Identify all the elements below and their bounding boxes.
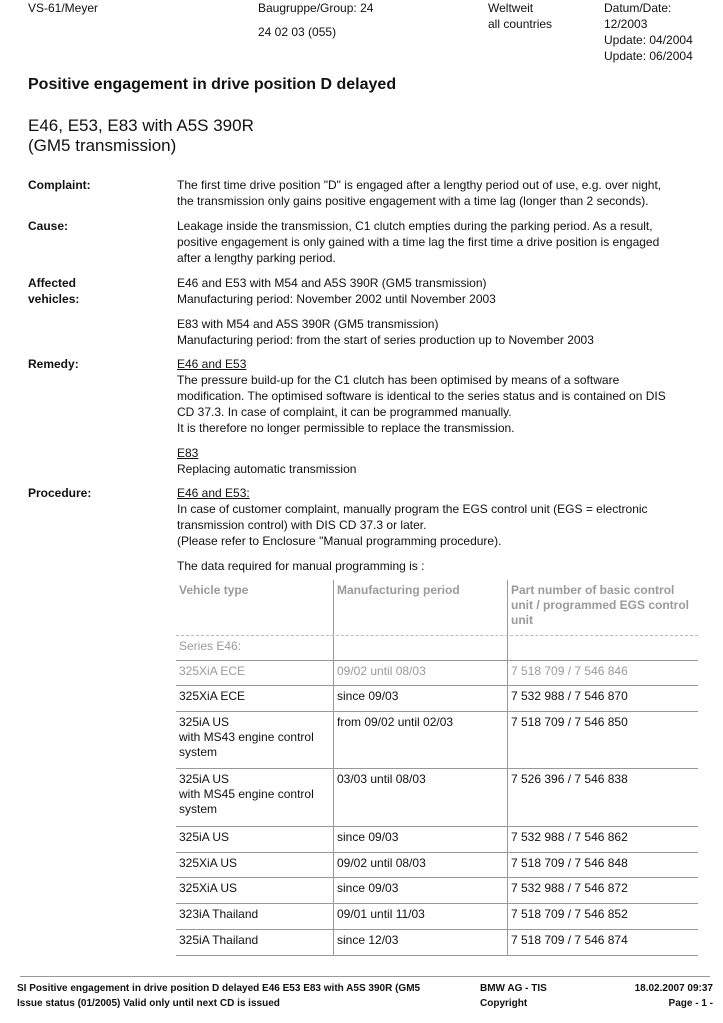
date-label: Datum/Date: [604, 1, 672, 15]
part-number-cell: 7 518 709 / 7 546 848 [511, 856, 628, 870]
remedy-line: Replacing automatic transmission [177, 462, 357, 476]
part-number-cell: 7 518 709 / 7 546 852 [511, 907, 628, 921]
remedy-line: CD 37.3. In case of complaint, it can be programmed manually. [177, 405, 512, 419]
procedure-heading: E46 and E53: [177, 486, 250, 500]
date-block [604, 0, 693, 64]
vehicle-type-cell: 325iA US with MS43 engine control system [176, 712, 334, 768]
remedy-heading-e46-e53: E46 and E53 [177, 357, 247, 371]
complaint-line: the transmission only gains positive engagement with a time lag (longer than 2 seconds). [177, 194, 649, 208]
table-row [176, 930, 698, 956]
part-number-cell: 7 526 396 / 7 546 838 [511, 772, 628, 786]
remedy-label: Remedy: [28, 357, 79, 371]
footer-left [17, 981, 467, 1011]
affected-label-line1: Affected [28, 276, 77, 290]
vehicle-type-cell: 325XiA ECE [176, 661, 334, 685]
manufacturing-period-cell: 09/01 until 11/03 [334, 904, 508, 929]
table-cell-empty [334, 636, 508, 660]
manufacturing-period-cell: from 09/02 until 02/03 [334, 712, 508, 768]
footer-left-line2: Issue status (01/2005) Valid only until next CD is issued [17, 998, 280, 1009]
table-header-row [176, 580, 698, 636]
vehicle-type-cell: 325XiA US [176, 853, 334, 877]
date-value: 12/2003 [604, 17, 648, 31]
part-number-cell: 7 518 709 / 7 546 850 [511, 715, 628, 729]
complaint-label: Complaint: [28, 178, 91, 192]
region-line2: all countries [488, 17, 553, 31]
cause-line: Leakage inside the transmission, C1 clutch empties during the parking period. As a result, [177, 219, 653, 233]
update-1: Update: 04/2004 [604, 33, 693, 47]
part-number-cell: 7 518 709 / 7 546 846 [511, 664, 628, 678]
series-row [176, 636, 698, 661]
part-number-cell: 7 532 988 / 7 546 872 [511, 881, 628, 895]
subtitle-line2: (GM5 transmission) [28, 136, 177, 155]
series-label: Series E46: [176, 636, 334, 660]
subtitle [28, 116, 254, 156]
header-vehicle-type: Vehicle type [176, 580, 334, 635]
footer-right-line2: Page - 1 - [668, 998, 713, 1009]
table-cell-empty [508, 636, 698, 660]
footer-right-line1: 18.02.2007 09:37 [634, 983, 713, 994]
procedure-line: In case of customer complaint, manually program the EGS control unit (EGS = electronic [177, 502, 648, 516]
part-number-cell: 7 518 709 / 7 546 874 [511, 933, 628, 947]
vehicle-type-cell: 325iA Thailand [176, 930, 334, 955]
page-title: Positive engagement in drive position D delayed [28, 76, 397, 93]
affected-line: Manufacturing period: from the start of series production up to November 2003 [177, 333, 594, 347]
complaint-text [177, 177, 661, 209]
procedure-line: (Please refer to Enclosure "Manual programming procedure). [177, 534, 502, 548]
affected-line: E83 with M54 and A5S 390R (GM5 transmission) [177, 317, 439, 331]
header-manufacturing-period: Manufacturing period [334, 580, 508, 635]
procedure-line: transmission control) with DIS CD 37.3 or later. [177, 518, 427, 532]
table-row [176, 904, 698, 930]
procedure-data-intro: The data required for manual programming is : [177, 559, 425, 573]
footer-right [635, 981, 713, 1011]
cause-line: positive engagement is only gained with a time lag the first time a drive position is engaged [177, 235, 660, 249]
doc-number: 24 02 03 (055) [258, 25, 337, 39]
manufacturing-period-cell: since 12/03 [334, 930, 508, 955]
manufacturing-period-cell: 03/03 until 08/03 [334, 769, 508, 826]
procedure-text [177, 485, 648, 574]
table-row [176, 827, 698, 853]
remedy-heading-e83: E83 [177, 446, 199, 460]
table-row [176, 712, 698, 769]
author: VS-61/Meyer [28, 1, 99, 15]
part-number-cell: 7 532 988 / 7 546 870 [511, 689, 628, 703]
procedure-label: Procedure: [28, 486, 92, 500]
footer-mid-line2: Copyright [480, 998, 528, 1009]
remedy-text [177, 356, 666, 477]
manufacturing-period-cell: since 09/03 [334, 686, 508, 711]
region-line1: Weltweit [488, 1, 534, 15]
table-row [176, 769, 698, 827]
subtitle-line1: E46, E53, E83 with A5S 390R [28, 116, 254, 135]
affected-label [28, 275, 79, 307]
header-part-number: Part number of basic control unit / programmed EGS control unit [511, 583, 690, 627]
remedy-line: modification. The optimised software is identical to the series status and is contained on DIS [177, 389, 666, 403]
manufacturing-period-cell: since 09/03 [334, 878, 508, 903]
vehicle-type-cell: 325XiA US [176, 878, 334, 903]
manufacturing-period-cell: since 09/03 [334, 827, 508, 852]
manufacturing-period-cell: 09/02 until 08/03 [334, 853, 508, 877]
vehicle-type-cell: 325iA US with MS45 engine control system [176, 769, 334, 826]
footer-left-line1: SI Positive engagement in drive position D delayed E46 E53 E83 with A5S 390R (GM5 [17, 983, 421, 994]
complaint-line: The first time drive position "D" is engaged after a lengthy period out of use, e.g. over night, [177, 178, 662, 192]
affected-text [177, 275, 594, 348]
affected-label-line2: vehicles: [28, 292, 80, 306]
affected-line: Manufacturing period: November 2002 until November 2003 [177, 292, 496, 306]
vehicle-type-cell: 325iA US [176, 827, 334, 852]
part-number-cell: 7 532 988 / 7 546 862 [511, 830, 628, 844]
cause-label: Cause: [28, 219, 69, 233]
vehicle-type-cell: 325XiA ECE [176, 686, 334, 711]
table-row [176, 878, 698, 904]
remedy-line: It is therefore no longer permissible to replace the transmission. [177, 421, 515, 435]
update-2: Update: 06/2004 [604, 49, 693, 63]
table-row [176, 686, 698, 712]
table-row [176, 661, 698, 686]
vehicle-type-cell: 323iA Thailand [176, 904, 334, 929]
group-label: Baugruppe/Group: 24 [258, 1, 374, 15]
footer-mid-line1: BMW AG - TIS [480, 983, 547, 994]
programming-data-table [176, 580, 698, 956]
table-row [176, 853, 698, 878]
region [488, 0, 552, 32]
table-body [176, 661, 698, 956]
cause-line: after a lengthy parking period. [177, 251, 336, 265]
affected-line: E46 and E53 with M54 and A5S 390R (GM5 transmission) [177, 276, 487, 290]
remedy-line: The pressure build-up for the C1 clutch has been optimised by means of a software [177, 373, 620, 387]
manufacturing-period-cell: 09/02 until 08/03 [334, 661, 508, 685]
footer-mid [480, 981, 547, 1011]
cause-text [177, 218, 659, 266]
footer-divider [20, 976, 710, 977]
